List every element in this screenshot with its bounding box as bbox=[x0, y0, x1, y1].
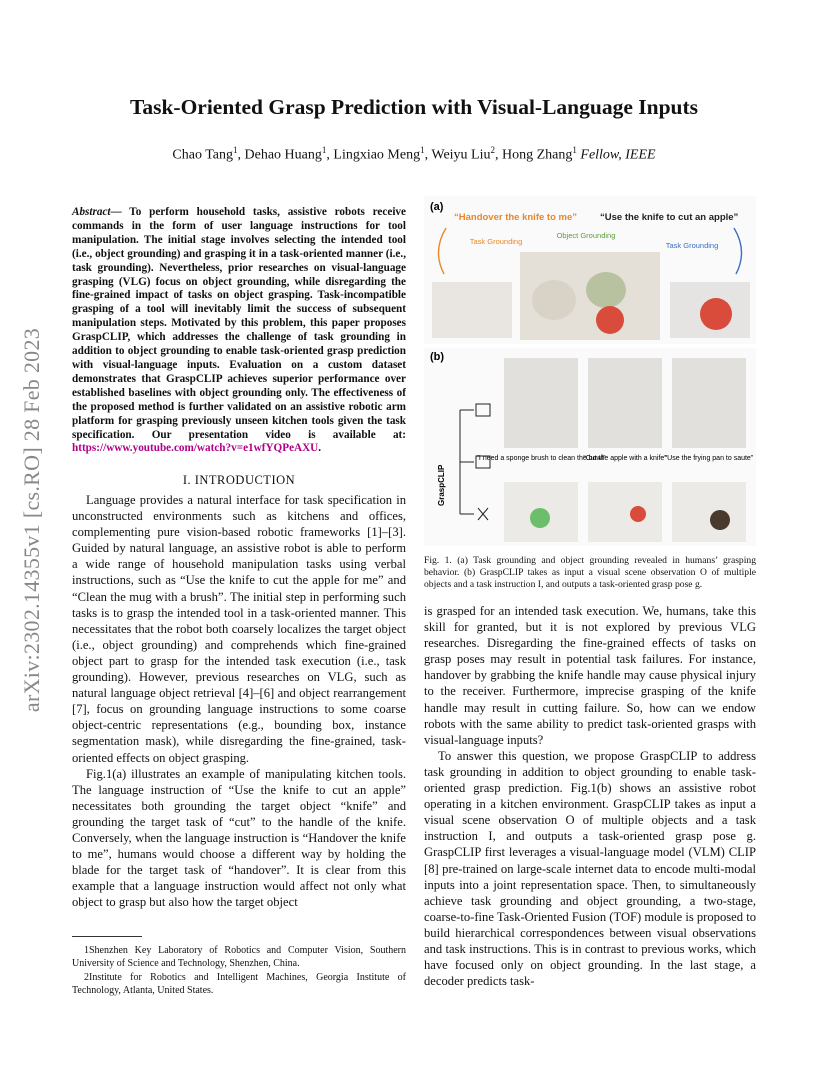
image-icon bbox=[476, 404, 490, 416]
intro-column-right bbox=[424, 603, 756, 989]
sponge bbox=[530, 508, 550, 528]
author: Weiyu Liu bbox=[431, 147, 491, 163]
instruction-pan: “Use the frying pan to saute” bbox=[664, 455, 754, 462]
robot-icon bbox=[478, 508, 488, 520]
author-list: Chao Tang$^1$, Dehao Huang$^1$, Lingxiao Meng$^1$, Weiyu Liu$^2$, Hong Zhang$^1$ Fellow, IEEE bbox=[172, 145, 656, 163]
apple bbox=[596, 306, 624, 334]
figure-1 bbox=[424, 196, 756, 548]
hand-photo-left bbox=[432, 282, 512, 338]
instruction-sponge: “I need a sponge brush to clean the bowl” bbox=[476, 455, 606, 462]
intro-column-left bbox=[72, 492, 406, 910]
footnote-2: 2Institute for Robotics and Intelligent Machines, Georgia Institute of Technology, Atlanta, United States. bbox=[72, 972, 406, 996]
abstract-text: — To perform household tasks, assistive robots receive commands in the form of user language instructions for tool manipulation. The initial stage involves selecting the intended tool (i.e., object grounding) and grasping it in a task-oriented manner (i.e., task grounding). Nevertheless, prior researches on visual-language grasping (VLG) focus on object grounding, while disregarding the fine-grained impact of tasks on object grasping. Task-incompatible grasping of a tool will inevitably limit the success of subsequent manipulation steps. Motivated by this problem, this paper proposes GraspCLIP, which addresses the challenge of task grounding in addition to object grounding to enable task-oriented grasp prediction with visual-language inputs. Evaluation on a custom dataset demonstrates that GraspCLIP achieves superior performance over established baselines with object grounding only. The effectiveness of the proposed method is further validated on an assistive robotic arm platform for grasping previously unseen kitchen tools given the task specification. Our presentation video is available at: bbox=[72, 206, 406, 441]
graspclip-label: GraspCLIP bbox=[437, 464, 446, 506]
apple-b bbox=[630, 506, 646, 522]
paper-title: Task-Oriented Grasp Prediction with Visual-Language Inputs bbox=[129, 95, 699, 119]
grasp-result-2 bbox=[588, 482, 662, 542]
robot-scene-2 bbox=[588, 358, 662, 448]
figure-panel-a bbox=[424, 196, 756, 344]
panel-b-label: (b) bbox=[430, 351, 445, 363]
right-paragraph-1: is grasped for an intended task execution. We, humans, take this skill for granted, but it is not explored by previous VLG researches. Disregarding the fine-grained effects of tasks on grasp poses may result in potential task failures. For instance, handover by grabbing the knife handle may cause physical injury to the receiver. Furthermore, imprecise grasping of the knife handle may result in cutting failure. So, how can we endow robots with the same ability to predict task-oriented grasps with visual-language inputs? bbox=[424, 604, 756, 747]
figure-panel-b bbox=[424, 348, 756, 546]
arrow-right bbox=[734, 228, 742, 274]
author: Hong Zhang bbox=[502, 147, 573, 163]
grasp-result-3 bbox=[672, 482, 746, 542]
figure-caption: Fig. 1. (a) Task grounding and object grounding revealed in humans’ grasping behavior. (b) GraspCLIP takes as input a visual scene observation O of multiple objects and a task instruction I, and outputs a task-oriented grasp pose g. bbox=[424, 555, 756, 590]
arrow-left bbox=[438, 228, 446, 274]
panel-a-illustration bbox=[424, 196, 756, 344]
panel-b-illustration bbox=[424, 348, 756, 546]
author: Dehao Huang bbox=[244, 147, 322, 163]
right-paragraph-2: To answer this question, we propose GraspCLIP to address task grounding in addition to object grounding to enable task-oriented grasp prediction. Fig.1(b) shows an assistive robot operating in a kitchen environment. GraspCLIP takes as input a visual scene observation O of multiple objects and a task instruction I, and outputs a task-oriented grasp pose g. GraspCLIP first leverages a visual-language model (VLM) CLIP [8] pre-trained on large-scale internet data to encode multi-modal inputs into a joint representation space. Then, to simultaneously achieve task grounding and object grounding, a two-stage, coarse-to-fine Task-Oriented Fusion (TOF) module is proposed to build hierarchical correspondences between visual observations and task instructions. This is in contrast to previous works, which have focused only on object grounding. In the last stage, a decoder predicts task- bbox=[424, 748, 756, 989]
abstract-label: Abstract bbox=[72, 206, 111, 218]
footnote-rule bbox=[72, 936, 142, 937]
section-heading: I. INTRODUCTION bbox=[182, 473, 296, 487]
instruction-cut: “Use the knife to cut an apple” bbox=[600, 212, 739, 223]
bracket bbox=[460, 410, 474, 514]
instruction-handover: “Handover the knife to me” bbox=[454, 212, 577, 223]
author: Chao Tang bbox=[172, 147, 234, 163]
task-grounding-right: Task Grounding bbox=[665, 241, 719, 250]
author-suffix: Fellow, IEEE bbox=[580, 147, 656, 163]
intro-paragraph-1: Language provides a natural interface for task specification in unconstructed environments such as kitchens and offices, complementing pure vision-based robotic frameworks [1]–[3]. Guided by natural language, an assistive robot is able to perform a wide range of household manipulation tasks using verbal instructions, such as “Use the knife to cut the apple for me” and “Clean the mug with a brush”. The initial step in performing such tasks is to grasp the intended tool in a task-oriented manner. This necessitates that the robot both coarsely localizes the target object (i.e., object grounding) and comprehends which fine-grained object part to grasp for the intended task execution (i.e., task grounding). However, previous researches on VLG, such as natural language object retrieval [4]–[6] and object rearrangement [7], focus on grounding language instructions to some coarse object-centric representations (e.g., bounding box, instance segmentation mask), while disregarding the fine-grained, task-oriented effects on object grasping. bbox=[72, 493, 406, 765]
cup bbox=[586, 272, 626, 308]
robot-scene-3 bbox=[672, 358, 746, 448]
video-link[interactable]: https://www.youtube.com/watch?v=e1wfYQPeAXU bbox=[72, 442, 319, 455]
arxiv-stamp: arXiv:2302.14355v1 [cs.RO] 28 Feb 2023 bbox=[19, 327, 44, 713]
task-grounding-left: Task Grounding bbox=[469, 237, 523, 246]
bowl bbox=[532, 280, 576, 320]
object-grounding-label: Object Grounding bbox=[556, 231, 616, 240]
panel-a-label: (a) bbox=[430, 201, 444, 213]
apple-right bbox=[700, 298, 732, 330]
author: Lingxiao Meng bbox=[333, 147, 421, 163]
footnote-1: 1Shenzhen Key Laboratory of Robotics and Computer Vision, Southern University of Science and Technology, Shenzhen, China. bbox=[72, 945, 406, 969]
intro-paragraph-2: Fig.1(a) illustrates an example of manipulating kitchen tools. The language instruction of “Use the knife to cut an apple” necessitates both grounding the target object “knife” and grounding the target task of “cut” to the handle of the knife. Conversely, when the language instruction is “Handover the knife to me”, humans would choose a different way by holding the blade for the target task of “handover”. It is clear from this example that a language instruction would affect not only what object to grasp but also how the target object bbox=[72, 766, 406, 910]
abstract: Abstract— To perform household tasks, assistive robots receive commands in the form of user language instructions for tool manipulation. The initial stage involves selecting the intended tool (i.e., object grounding) and grasping it in a task-oriented manner (i.e., task grounding). Nevertheless, prior researches on visual-language grasping (VLG) focus on object grounding, while disregarding the fine-grained impact of tasks on object grasping. Task-incompatible grasping of a tool will inevitably limit the success of subsequent manipulation steps. Motivated by this problem, this paper proposes GraspCLIP, which addresses the challenge of task grounding in addition to object grounding to enable task-oriented grasp prediction with visual-language inputs. Evaluation on a custom dataset demonstrates that GraspCLIP achieves superior performance over established baselines with object grounding only. The effectiveness of the proposed method is further validated on an assistive robotic arm platform for grasping previously unseen kitchen tools given the task specification. Our presentation video is available at: https://www.youtube.com/watch?v=e1wfYQPeAXU. bbox=[72, 206, 406, 455]
instruction-apple: “Cut the apple with a knife” bbox=[583, 455, 667, 462]
footnotes bbox=[72, 944, 406, 998]
robot-scene-1 bbox=[504, 358, 578, 448]
pan bbox=[710, 510, 730, 530]
